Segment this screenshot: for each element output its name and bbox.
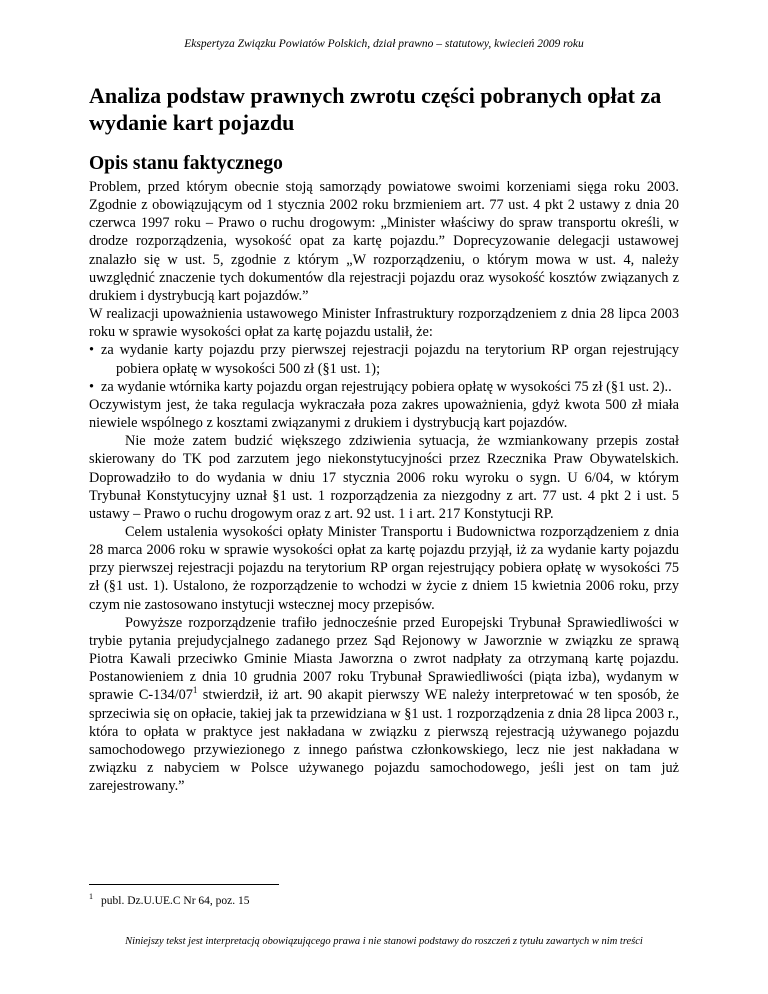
- bullet-icon: •: [89, 342, 95, 359]
- footnote-reference[interactable]: 1: [192, 685, 198, 696]
- body-text: [89, 178, 679, 795]
- list-item: [89, 341, 679, 377]
- bullet-icon: •: [89, 378, 95, 395]
- paragraph-4: Nie może zatem budzić większego zdziwienia sytuacja, że wzmiankowany przepis został skierowany do TK pod zarzutem jego niekonstytucyjności przez Rzecznika Praw Obywatelskich. Doprowadziło to do wydania w dniu 17 stycznia 2006 roku wyroku o sygn. U 6/04, w którym Trybunał Konstytucyjny uznał §1 ust. 1 rozporządzenia za niezgodny z art. 77 ust. 4 pkt 2 i ust. 5 ustawy – Prawo o ruchu drogowym oraz z art. 92 ust. 1 i art. 217 Konstytucji RP.: [89, 433, 679, 522]
- footnote-marker: 1: [89, 892, 93, 902]
- paragraph-6-part-2: stwierdził, iż art. 90 akapit pierwszy WE należy interpretować w ten sposób, że sprzeciwia się on opłacie, takiej jak ta przewidziana w §1 ust. 1 rozporządzenia z dnia 28 lipca 2003 r., która to opłata w praktyce jest nakładana w związku z pierwszą rejestracją używanego pojazdu samochodowego przywiezionego z innego państwa członkowskiego, lecz nie jest nakładana w związku z nabyciem w Polsce używanego pojazdu samochodowego, jeśli jest on tam już zarejestrowany.”: [89, 687, 679, 795]
- paragraph-5: Celem ustalenia wysokości opłaty Minister Transportu i Budownictwa rozporządzeniem z dnia 28 marca 2006 roku w sprawie wysokości opłat za kartę pojazdu przyjął, iż za wydanie karty pojazdu przy pierwszej rejestracji pojazdu na terytorium RP organ rejestrujący pobiera opłatę w wysokości 75 zł (§1 ust. 1). Ustalono, że rozporządzenie to wchodzi w życie z dniem 15 kwietnia 2006 roku, przy czym nie zastosowano instytucji wstecznej mocy przepisów.: [89, 523, 679, 613]
- paragraph-3: Oczywistym jest, że taka regulacja wykraczała poza zakres upoważnienia, gdyż kwota 500 zł miała niewiele wspólnego z kosztami związanymi z drukiem i dystrybucją kart pojazdów.: [89, 396, 679, 432]
- footnote: [89, 892, 250, 907]
- footnote-text: publ. Dz.U.UE.C Nr 64, poz. 15: [101, 895, 250, 907]
- paragraph-6-part-1: Powyższe rozporządzenie trafiło jednocześnie przed Europejski Trybunał Sprawiedliwości w trybie pytania prejudycjalnego zadanego przez Sąd Rejonowy w Jaworznie w związku ze sprawą Piotra Kawali przeciwko Gminie Miasta Jaworzna o zwrot nadpłaty za otrzymaną kartę pojazdu. Postanowieniem z dnia 10 grudnia 2007 roku Trybunał Sprawiedliwości (piąta izba), wydanym w sprawie C-134/07: [89, 614, 679, 704]
- document-body: [89, 82, 679, 795]
- paragraph-6: [89, 614, 679, 796]
- footnote-divider: [89, 884, 279, 885]
- page-header: Ekspertyza Związku Powiatów Polskich, dział prawno – statutowy, kwiecień 2009 roku: [184, 38, 584, 50]
- document-title: Analiza podstaw prawnych zwrotu części pobranych opłat za wydanie kart pojazdu: [89, 83, 662, 135]
- list-item-text: za wydanie karty pojazdu przy pierwszej rejestracji pojazdu na terytorium RP organ rejestrujący pobiera opłatę w wysokości 500 zł (§1 ust. 1);: [101, 342, 679, 377]
- list-item: [89, 378, 679, 396]
- section-title: Opis stanu faktycznego: [89, 153, 283, 174]
- paragraph-1: Problem, przed którym obecnie stoją samorządy powiatowe swoimi korzeniami sięga roku 2003. Zgodnie z obowiązującym od 1 stycznia 2002 roku brzmieniem art. 77 ust. 4 pkt 2 ustawy z dnia 20 czerwca 1997 roku – Prawo o ruchu drogowym: „Minister właściwy do spraw transportu określi, w drodze rozporządzenia, wysokość opat za kartę pojazdu.” Doprecyzowanie delegacji ustawowej znalazło się w ust. 5, zgodnie z którym „W rozporządzeniu, o którym mowa w ust. 4, należy uwzględnić znaczenie tych dokumentów dla rejestracji pojazdu oraz wysokość kosztów związanych z drukiem i dystrybucją kart pojazdów.”: [89, 179, 679, 304]
- page-footer: Niniejszy tekst jest interpretacją obowiązującego prawa i nie stanowi podstawy do roszczeń z tytułu zawartych w nim treści: [125, 936, 643, 947]
- list-item-text: za wydanie wtórnika karty pojazdu organ rejestrujący pobiera opłatę w wysokości 75 zł (§1 ust. 2)..: [101, 378, 672, 395]
- paragraph-2: W realizacji upoważnienia ustawowego Minister Infrastruktury rozporządzeniem z dnia 28 lipca 2003 roku w sprawie wysokości opłat za kartę pojazdu ustalił, że:: [89, 306, 679, 341]
